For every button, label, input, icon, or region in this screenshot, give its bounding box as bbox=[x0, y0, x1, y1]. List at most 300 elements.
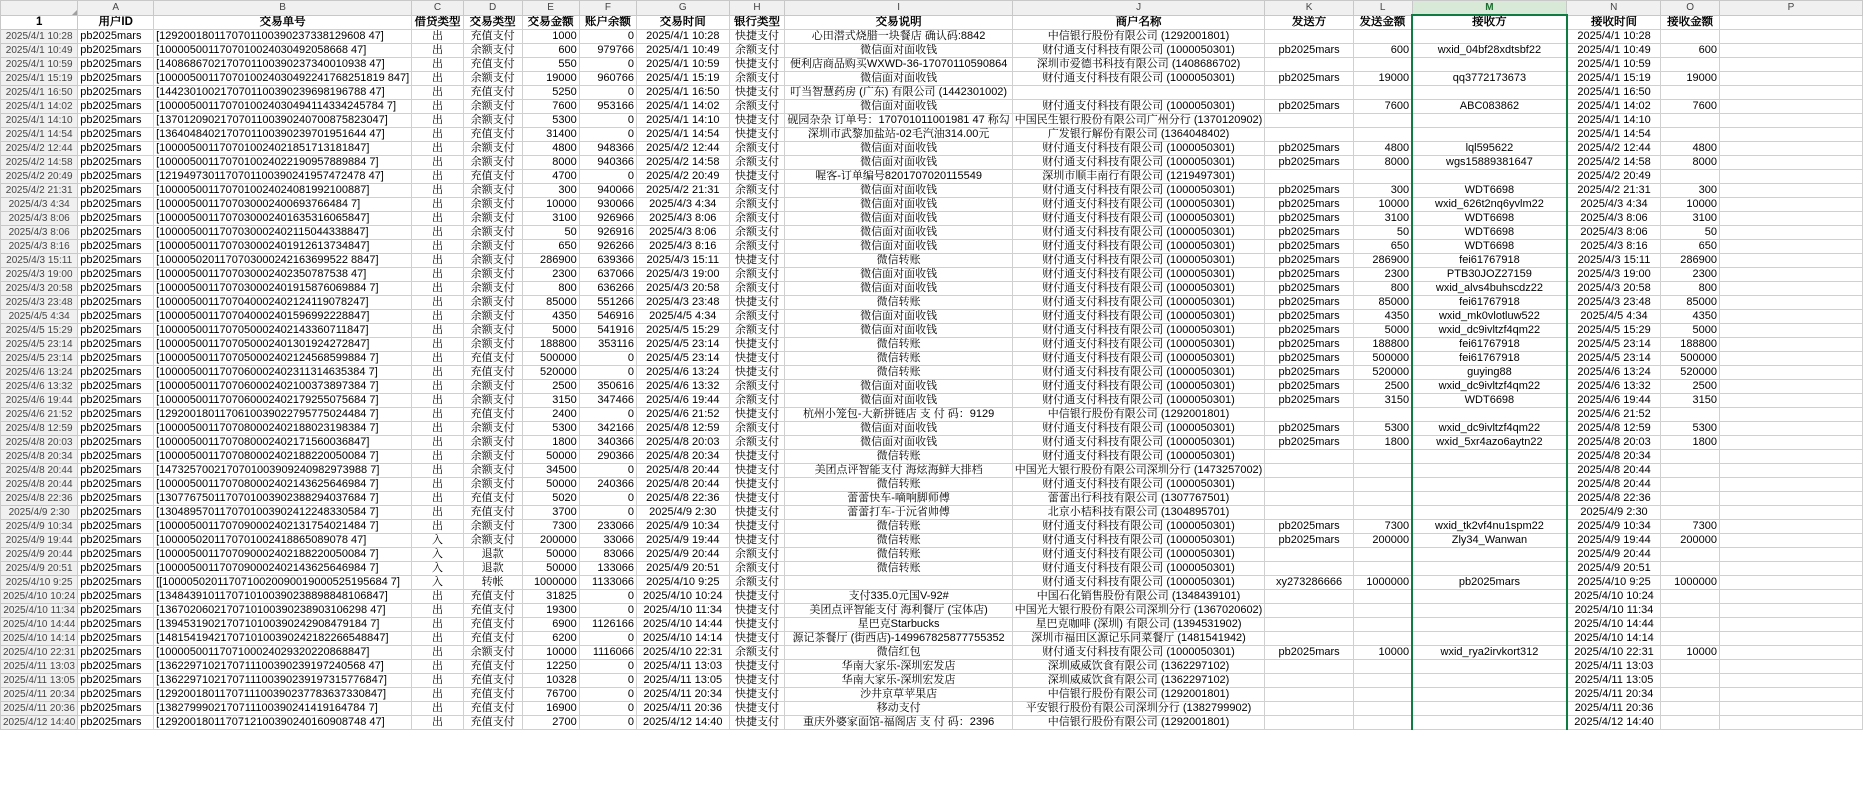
row-header-2025/4/10 22:31[interactable]: 2025/4/10 22:31 bbox=[1, 646, 78, 660]
column-header-row[interactable] bbox=[1, 1, 1863, 16]
cell-merchant-name[interactable]: 财付通支付科技有限公司 (1000050301) bbox=[1012, 548, 1265, 562]
row-header-2025/4/8 12:59[interactable]: 2025/4/8 12:59 bbox=[1, 422, 78, 436]
cell-description[interactable]: 微信转账 bbox=[785, 338, 1012, 352]
cell-amount[interactable]: 650 bbox=[522, 240, 579, 254]
cell-blank[interactable] bbox=[1719, 520, 1862, 534]
row-header-2025/4/1 10:49[interactable]: 2025/4/1 10:49 bbox=[1, 44, 78, 58]
cell-receiver[interactable]: qq3772173673 bbox=[1412, 72, 1567, 86]
cell-receiver[interactable] bbox=[1412, 632, 1567, 646]
cell-transaction-time[interactable]: 2025/4/10 10:24 bbox=[637, 590, 730, 604]
cell-receive-amount[interactable] bbox=[1661, 716, 1720, 730]
cell-blank[interactable] bbox=[1719, 562, 1862, 576]
cell-debit-credit-type[interactable]: 出 bbox=[412, 58, 464, 72]
cell-user-id[interactable]: pb2025mars bbox=[78, 562, 154, 576]
cell-amount[interactable]: 12250 bbox=[522, 660, 579, 674]
cell-transaction-time[interactable]: 2025/4/5 23:14 bbox=[637, 338, 730, 352]
cell-receive-amount[interactable] bbox=[1661, 30, 1720, 44]
table-row[interactable] bbox=[1, 478, 1863, 492]
cell-debit-credit-type[interactable]: 出 bbox=[412, 324, 464, 338]
cell-transaction-type[interactable]: 充值支付 bbox=[463, 604, 522, 618]
cell-transaction-no[interactable]: [1000050011707030002401915876069884 7] bbox=[154, 282, 412, 296]
table-row[interactable] bbox=[1, 380, 1863, 394]
cell-amount[interactable]: 50000 bbox=[522, 450, 579, 464]
cell-balance[interactable]: 0 bbox=[579, 86, 636, 100]
cell-transaction-type[interactable]: 余额支付 bbox=[463, 394, 522, 408]
row-header-2025/4/10 14:44[interactable]: 2025/4/10 14:44 bbox=[1, 618, 78, 632]
cell-send-amount[interactable]: 50 bbox=[1353, 226, 1412, 240]
cell-receiver[interactable]: WDT6698 bbox=[1412, 212, 1567, 226]
cell-receive-amount[interactable] bbox=[1661, 58, 1720, 72]
cell-transaction-no[interactable]: [1000050011707060002402311314635384 7] bbox=[154, 366, 412, 380]
cell-balance[interactable]: 0 bbox=[579, 128, 636, 142]
table-row[interactable] bbox=[1, 618, 1863, 632]
cell-amount[interactable]: 800 bbox=[522, 282, 579, 296]
cell-receive-amount[interactable] bbox=[1661, 604, 1720, 618]
row-header-2025/4/6 19:44[interactable]: 2025/4/6 19:44 bbox=[1, 394, 78, 408]
cell-description[interactable]: 微信转账 bbox=[785, 366, 1012, 380]
cell-receiver[interactable] bbox=[1412, 548, 1567, 562]
cell-debit-credit-type[interactable]: 出 bbox=[412, 716, 464, 730]
column-header-A[interactable]: A bbox=[78, 1, 154, 16]
cell-user-id[interactable]: pb2025mars bbox=[78, 352, 154, 366]
cell-amount[interactable]: 50000 bbox=[522, 548, 579, 562]
cell-transaction-time[interactable]: 2025/4/3 15:11 bbox=[637, 254, 730, 268]
cell-description[interactable]: 微信面对面收钱 bbox=[785, 198, 1012, 212]
cell-description[interactable]: 源记茶餐厅 (街西店)-149967825877755352 bbox=[785, 632, 1012, 646]
cell-receive-time[interactable]: 2025/4/10 14:14 bbox=[1567, 632, 1661, 646]
cell-merchant-name[interactable]: 深圳市顺丰南行有限公司 (1219497301) bbox=[1012, 170, 1265, 184]
cell-bank-type[interactable]: 快捷支付 bbox=[729, 702, 785, 716]
cell-receive-amount[interactable]: 500000 bbox=[1661, 352, 1720, 366]
cell-transaction-type[interactable]: 充值支付 bbox=[463, 660, 522, 674]
cell-balance[interactable]: 541916 bbox=[579, 324, 636, 338]
cell-sender[interactable] bbox=[1265, 590, 1353, 604]
cell-description[interactable]: 微信转账 bbox=[785, 450, 1012, 464]
cell-transaction-type[interactable]: 充值支付 bbox=[463, 674, 522, 688]
cell-receiver[interactable]: Zly34_Wanwan bbox=[1412, 534, 1567, 548]
cell-send-amount[interactable] bbox=[1353, 408, 1412, 422]
cell-receive-amount[interactable]: 2500 bbox=[1661, 380, 1720, 394]
cell-transaction-type[interactable]: 退款 bbox=[463, 548, 522, 562]
row-header-2025/4/11 20:36[interactable]: 2025/4/11 20:36 bbox=[1, 702, 78, 716]
cell-transaction-time[interactable]: 2025/4/3 8:06 bbox=[637, 212, 730, 226]
cell-description[interactable]: 微信转账 bbox=[785, 548, 1012, 562]
cell-transaction-no[interactable]: [1307767501170701003902388294037684 7] bbox=[154, 492, 412, 506]
cell-balance[interactable]: 926916 bbox=[579, 226, 636, 240]
column-header-I[interactable]: I bbox=[785, 1, 1012, 16]
cell-balance[interactable]: 353116 bbox=[579, 338, 636, 352]
cell-send-amount[interactable]: 300 bbox=[1353, 184, 1412, 198]
cell-merchant-name[interactable]: 财付通支付科技有限公司 (1000050301) bbox=[1012, 310, 1265, 324]
cell-transaction-time[interactable]: 2025/4/5 4:34 bbox=[637, 310, 730, 324]
cell-transaction-type[interactable]: 余额支付 bbox=[463, 534, 522, 548]
cell-balance[interactable]: 926266 bbox=[579, 240, 636, 254]
row-header-2025/4/12 14:40[interactable]: 2025/4/12 14:40 bbox=[1, 716, 78, 730]
cell-blank[interactable] bbox=[1719, 492, 1862, 506]
cell-description[interactable]: 微信面对面收钱 bbox=[785, 226, 1012, 240]
cell-receive-time[interactable]: 2025/4/2 20:49 bbox=[1567, 170, 1661, 184]
cell-blank[interactable] bbox=[1719, 198, 1862, 212]
cell-bank-type[interactable]: 快捷支付 bbox=[729, 520, 785, 534]
cell-sender[interactable]: pb2025mars bbox=[1265, 212, 1353, 226]
row-header-2025/4/1 15:19[interactable]: 2025/4/1 15:19 bbox=[1, 72, 78, 86]
cell-transaction-type[interactable]: 余额支付 bbox=[463, 296, 522, 310]
cell-debit-credit-type[interactable]: 出 bbox=[412, 688, 464, 702]
cell-blank[interactable] bbox=[1719, 506, 1862, 520]
cell-receiver[interactable]: WDT6698 bbox=[1412, 184, 1567, 198]
cell-receive-time[interactable]: 2025/4/6 21:52 bbox=[1567, 408, 1661, 422]
cell-merchant-name[interactable]: 广发银行解份有限公司 (1364048402) bbox=[1012, 128, 1265, 142]
cell-user-id[interactable]: pb2025mars bbox=[78, 548, 154, 562]
cell-transaction-type[interactable]: 余额支付 bbox=[463, 44, 522, 58]
cell-balance[interactable]: 551266 bbox=[579, 296, 636, 310]
cell-bank-type[interactable]: 快捷支付 bbox=[729, 632, 785, 646]
cell-receive-time[interactable]: 2025/4/2 12:44 bbox=[1567, 142, 1661, 156]
cell-user-id[interactable]: pb2025mars bbox=[78, 492, 154, 506]
cell-transaction-type[interactable]: 余额支付 bbox=[463, 254, 522, 268]
cell-bank-type[interactable]: 余额支付 bbox=[729, 394, 785, 408]
row-header-2025/4/3 15:11[interactable]: 2025/4/3 15:11 bbox=[1, 254, 78, 268]
cell-receive-time[interactable]: 2025/4/1 10:28 bbox=[1567, 30, 1661, 44]
cell-sender[interactable] bbox=[1265, 114, 1353, 128]
cell-receive-time[interactable]: 2025/4/3 8:06 bbox=[1567, 226, 1661, 240]
cell-blank[interactable] bbox=[1719, 646, 1862, 660]
cell-transaction-time[interactable]: 2025/4/10 14:14 bbox=[637, 632, 730, 646]
cell-bank-type[interactable]: 余额支付 bbox=[729, 142, 785, 156]
row-header-2025/4/10 14:14[interactable]: 2025/4/10 14:14 bbox=[1, 632, 78, 646]
row-header-2025/4/1 14:54[interactable]: 2025/4/1 14:54 bbox=[1, 128, 78, 142]
cell-balance[interactable]: 546916 bbox=[579, 310, 636, 324]
cell-receiver[interactable] bbox=[1412, 660, 1567, 674]
cell-blank[interactable] bbox=[1719, 184, 1862, 198]
cell-merchant-name[interactable]: 财付通支付科技有限公司 (1000050301) bbox=[1012, 268, 1265, 282]
cell-transaction-time[interactable]: 2025/4/2 14:58 bbox=[637, 156, 730, 170]
cell-debit-credit-type[interactable]: 出 bbox=[412, 254, 464, 268]
cell-receiver[interactable] bbox=[1412, 716, 1567, 730]
row-header-2025/4/11 13:03[interactable]: 2025/4/11 13:03 bbox=[1, 660, 78, 674]
cell-transaction-type[interactable]: 余额支付 bbox=[463, 380, 522, 394]
cell-transaction-type[interactable]: 余额支付 bbox=[463, 450, 522, 464]
cell-sender[interactable]: pb2025mars bbox=[1265, 226, 1353, 240]
cell-receive-amount[interactable] bbox=[1661, 492, 1720, 506]
cell-balance[interactable]: 0 bbox=[579, 660, 636, 674]
table-row[interactable] bbox=[1, 702, 1863, 716]
table-row[interactable] bbox=[1, 576, 1863, 590]
cell-description[interactable]: 微信面对面收钱 bbox=[785, 212, 1012, 226]
cell-sender[interactable]: pb2025mars bbox=[1265, 268, 1353, 282]
cell-transaction-type[interactable]: 余额支付 bbox=[463, 520, 522, 534]
cell-receive-time[interactable]: 2025/4/3 19:00 bbox=[1567, 268, 1661, 282]
cell-bank-type[interactable]: 余额支付 bbox=[729, 646, 785, 660]
cell-amount[interactable]: 5300 bbox=[522, 114, 579, 128]
cell-receive-amount[interactable] bbox=[1661, 114, 1720, 128]
cell-merchant-name[interactable]: 中信银行股份有限公司 (1292001801) bbox=[1012, 408, 1265, 422]
cell-transaction-no[interactable]: [1367020602170710100390238903106298 47] bbox=[154, 604, 412, 618]
cell-sender[interactable]: pb2025mars bbox=[1265, 422, 1353, 436]
cell-description[interactable]: 微信面对面收钱 bbox=[785, 72, 1012, 86]
cell-user-id[interactable]: pb2025mars bbox=[78, 506, 154, 520]
table-row[interactable] bbox=[1, 436, 1863, 450]
cell-transaction-type[interactable]: 余额支付 bbox=[463, 72, 522, 86]
cell-user-id[interactable]: pb2025mars bbox=[78, 702, 154, 716]
cell-amount[interactable]: 4800 bbox=[522, 142, 579, 156]
cell-transaction-time[interactable]: 2025/4/3 23:48 bbox=[637, 296, 730, 310]
cell-merchant-name[interactable]: 蕾蕾出行科技有限公司 (1307767501) bbox=[1012, 492, 1265, 506]
cell-sender[interactable]: pb2025mars bbox=[1265, 352, 1353, 366]
cell-amount[interactable]: 2400 bbox=[522, 408, 579, 422]
cell-description[interactable]: 微信面对面收钱 bbox=[785, 142, 1012, 156]
cell-description[interactable]: 微信转账 bbox=[785, 352, 1012, 366]
cell-sender[interactable] bbox=[1265, 618, 1353, 632]
cell-receive-time[interactable]: 2025/4/5 23:14 bbox=[1567, 352, 1661, 366]
cell-merchant-name[interactable]: 财付通支付科技有限公司 (1000050301) bbox=[1012, 450, 1265, 464]
cell-merchant-name[interactable]: 财付通支付科技有限公司 (1000050301) bbox=[1012, 380, 1265, 394]
cell-sender[interactable]: pb2025mars bbox=[1265, 380, 1353, 394]
cell-bank-type[interactable]: 余额支付 bbox=[729, 212, 785, 226]
row-header-2025/4/9 2:30[interactable]: 2025/4/9 2:30 bbox=[1, 506, 78, 520]
cell-user-id[interactable]: pb2025mars bbox=[78, 254, 154, 268]
cell-blank[interactable] bbox=[1719, 100, 1862, 114]
cell-amount[interactable]: 286900 bbox=[522, 254, 579, 268]
cell-send-amount[interactable]: 286900 bbox=[1353, 254, 1412, 268]
column-header-C[interactable]: C bbox=[412, 1, 464, 16]
cell-bank-type[interactable]: 快捷支付 bbox=[729, 534, 785, 548]
cell-transaction-time[interactable]: 2025/4/6 13:24 bbox=[637, 366, 730, 380]
cell-receive-amount[interactable]: 1800 bbox=[1661, 436, 1720, 450]
cell-receive-amount[interactable] bbox=[1661, 128, 1720, 142]
cell-transaction-no[interactable]: [1292001801170711100390237783637330847] bbox=[154, 688, 412, 702]
cell-user-id[interactable]: pb2025mars bbox=[78, 268, 154, 282]
cell-user-id[interactable]: pb2025mars bbox=[78, 156, 154, 170]
cell-send-amount[interactable]: 2500 bbox=[1353, 380, 1412, 394]
cell-receiver[interactable]: wxid_rya2irvkort312 bbox=[1412, 646, 1567, 660]
cell-debit-credit-type[interactable]: 出 bbox=[412, 296, 464, 310]
cell-amount[interactable]: 16900 bbox=[522, 702, 579, 716]
cell-receive-time[interactable]: 2025/4/6 19:44 bbox=[1567, 394, 1661, 408]
cell-send-amount[interactable]: 520000 bbox=[1353, 366, 1412, 380]
cell-bank-type[interactable]: 快捷支付 bbox=[729, 688, 785, 702]
cell-blank[interactable] bbox=[1719, 408, 1862, 422]
cell-amount[interactable]: 5000 bbox=[522, 324, 579, 338]
cell-blank[interactable] bbox=[1719, 716, 1862, 730]
table-row[interactable] bbox=[1, 464, 1863, 478]
row-header-2025/4/3 8:06[interactable]: 2025/4/3 8:06 bbox=[1, 212, 78, 226]
table-row[interactable] bbox=[1, 310, 1863, 324]
cell-receive-time[interactable]: 2025/4/12 14:40 bbox=[1567, 716, 1661, 730]
cell-receive-time[interactable]: 2025/4/8 20:44 bbox=[1567, 478, 1661, 492]
cell-user-id[interactable]: pb2025mars bbox=[78, 380, 154, 394]
cell-receive-time[interactable]: 2025/4/11 13:05 bbox=[1567, 674, 1661, 688]
cell-transaction-type[interactable]: 余额支付 bbox=[463, 464, 522, 478]
cell-send-amount[interactable] bbox=[1353, 170, 1412, 184]
cell-description[interactable]: 移动支付 bbox=[785, 702, 1012, 716]
cell-receive-time[interactable]: 2025/4/3 15:11 bbox=[1567, 254, 1661, 268]
cell-transaction-time[interactable]: 2025/4/11 20:36 bbox=[637, 702, 730, 716]
cell-user-id[interactable]: pb2025mars bbox=[78, 534, 154, 548]
cell-transaction-no[interactable]: [1000050011707040002401596992228847] bbox=[154, 310, 412, 324]
cell-merchant-name[interactable]: 星巴克咖啡 (深圳) 有限公司 (1394531902) bbox=[1012, 618, 1265, 632]
cell-send-amount[interactable]: 10000 bbox=[1353, 198, 1412, 212]
cell-transaction-no[interactable]: [1362297102170711100390239197240568 47] bbox=[154, 660, 412, 674]
cell-blank[interactable] bbox=[1719, 534, 1862, 548]
column-header-N[interactable]: N bbox=[1567, 1, 1661, 16]
cell-balance[interactable]: 948366 bbox=[579, 142, 636, 156]
row-header-1[interactable]: 1 bbox=[1, 15, 78, 30]
cell-receive-amount[interactable] bbox=[1661, 702, 1720, 716]
cell-send-amount[interactable] bbox=[1353, 58, 1412, 72]
cell-receiver[interactable] bbox=[1412, 450, 1567, 464]
cell-amount[interactable]: 1800 bbox=[522, 436, 579, 450]
cell-transaction-time[interactable]: 2025/4/2 20:49 bbox=[637, 170, 730, 184]
table-row[interactable] bbox=[1, 688, 1863, 702]
cell-balance[interactable]: 930066 bbox=[579, 198, 636, 212]
cell-transaction-time[interactable]: 2025/4/1 14:02 bbox=[637, 100, 730, 114]
table-row[interactable] bbox=[1, 198, 1863, 212]
cell-bank-type[interactable]: 余额支付 bbox=[729, 268, 785, 282]
cell-bank-type[interactable]: 快捷支付 bbox=[729, 58, 785, 72]
select-all-corner[interactable] bbox=[1, 1, 78, 16]
cell-user-id[interactable]: pb2025mars bbox=[78, 240, 154, 254]
row-header-2025/4/8 22:36[interactable]: 2025/4/8 22:36 bbox=[1, 492, 78, 506]
cell-user-id[interactable]: pb2025mars bbox=[78, 716, 154, 730]
cell-transaction-no[interactable]: [1000050011707090002402143625646984 7] bbox=[154, 562, 412, 576]
cell-transaction-no[interactable]: [1000050011707060002402179255075684 7] bbox=[154, 394, 412, 408]
cell-debit-credit-type[interactable]: 出 bbox=[412, 450, 464, 464]
row-header-2025/4/6 13:32[interactable]: 2025/4/6 13:32 bbox=[1, 380, 78, 394]
cell-transaction-no[interactable]: [1000050011707030002402350787538 47] bbox=[154, 268, 412, 282]
cell-amount[interactable]: 600 bbox=[522, 44, 579, 58]
cell-send-amount[interactable] bbox=[1353, 506, 1412, 520]
cell-transaction-no[interactable]: [1000050011707080002402171560036847] bbox=[154, 436, 412, 450]
table-row[interactable] bbox=[1, 590, 1863, 604]
cell-receiver[interactable]: WDT6698 bbox=[1412, 240, 1567, 254]
cell-send-amount[interactable]: 500000 bbox=[1353, 352, 1412, 366]
cell-user-id[interactable]: pb2025mars bbox=[78, 100, 154, 114]
cell-receive-time[interactable]: 2025/4/3 8:06 bbox=[1567, 212, 1661, 226]
cell-receive-amount[interactable]: 300 bbox=[1661, 184, 1720, 198]
cell-receiver[interactable]: lql595622 bbox=[1412, 142, 1567, 156]
row-header-2025/4/3 23:48[interactable]: 2025/4/3 23:48 bbox=[1, 296, 78, 310]
table-row[interactable] bbox=[1, 170, 1863, 184]
column-header-M[interactable]: M bbox=[1412, 1, 1567, 16]
cell-sender[interactable] bbox=[1265, 506, 1353, 520]
cell-transaction-no[interactable]: [1394531902170710100390242908479184 7] bbox=[154, 618, 412, 632]
cell-transaction-type[interactable]: 余额支付 bbox=[463, 114, 522, 128]
cell-receive-amount[interactable]: 10000 bbox=[1661, 646, 1720, 660]
cell-transaction-type[interactable]: 充值支付 bbox=[463, 590, 522, 604]
cell-user-id[interactable]: pb2025mars bbox=[78, 422, 154, 436]
cell-user-id[interactable]: pb2025mars bbox=[78, 44, 154, 58]
cell-receive-time[interactable]: 2025/4/3 8:16 bbox=[1567, 240, 1661, 254]
cell-balance[interactable]: 0 bbox=[579, 716, 636, 730]
row-header-2025/4/5 4:34[interactable]: 2025/4/5 4:34 bbox=[1, 310, 78, 324]
table-row[interactable] bbox=[1, 114, 1863, 128]
cell-transaction-time[interactable]: 2025/4/3 8:06 bbox=[637, 226, 730, 240]
cell-amount[interactable]: 3150 bbox=[522, 394, 579, 408]
cell-balance[interactable]: 33066 bbox=[579, 534, 636, 548]
cell-merchant-name[interactable]: 财付通支付科技有限公司 (1000050301) bbox=[1012, 534, 1265, 548]
cell-transaction-type[interactable]: 余额支付 bbox=[463, 310, 522, 324]
table-row[interactable] bbox=[1, 520, 1863, 534]
cell-receive-amount[interactable]: 7300 bbox=[1661, 520, 1720, 534]
cell-user-id[interactable]: pb2025mars bbox=[78, 324, 154, 338]
cell-transaction-type[interactable]: 充值支付 bbox=[463, 688, 522, 702]
cell-debit-credit-type[interactable]: 出 bbox=[412, 660, 464, 674]
table-row[interactable] bbox=[1, 534, 1863, 548]
cell-transaction-no[interactable]: [1481541942170710100390242182266548847] bbox=[154, 632, 412, 646]
cell-user-id[interactable]: pb2025mars bbox=[78, 198, 154, 212]
cell-sender[interactable] bbox=[1265, 604, 1353, 618]
cell-blank[interactable] bbox=[1719, 702, 1862, 716]
cell-bank-type[interactable]: 快捷支付 bbox=[729, 590, 785, 604]
row-header-2025/4/9 20:51[interactable]: 2025/4/9 20:51 bbox=[1, 562, 78, 576]
cell-merchant-name[interactable]: 财付通支付科技有限公司 (1000050301) bbox=[1012, 520, 1265, 534]
cell-balance[interactable]: 1126166 bbox=[579, 618, 636, 632]
cell-transaction-no[interactable]: [1000050011707050002402143360711847] bbox=[154, 324, 412, 338]
cell-sender[interactable] bbox=[1265, 58, 1353, 72]
cell-transaction-type[interactable]: 余额支付 bbox=[463, 478, 522, 492]
cell-description[interactable]: 微信面对面收钱 bbox=[785, 184, 1012, 198]
cell-bank-type[interactable]: 快捷支付 bbox=[729, 604, 785, 618]
cell-transaction-no[interactable]: [1000050011707010024024081992100887] bbox=[154, 184, 412, 198]
cell-balance[interactable]: 960766 bbox=[579, 72, 636, 86]
cell-blank[interactable] bbox=[1719, 576, 1862, 590]
cell-debit-credit-type[interactable]: 出 bbox=[412, 142, 464, 156]
cell-amount[interactable]: 10000 bbox=[522, 646, 579, 660]
cell-user-id[interactable]: pb2025mars bbox=[78, 674, 154, 688]
cell-bank-type[interactable]: 快捷支付 bbox=[729, 618, 785, 632]
cell-bank-type[interactable]: 快捷支付 bbox=[729, 506, 785, 520]
cell-receive-time[interactable]: 2025/4/11 13:03 bbox=[1567, 660, 1661, 674]
cell-receiver[interactable]: wxid_mk0vlotluw522 bbox=[1412, 310, 1567, 324]
cell-user-id[interactable]: pb2025mars bbox=[78, 114, 154, 128]
cell-transaction-no[interactable]: [1000050201170701002418865089078 47] bbox=[154, 534, 412, 548]
cell-amount[interactable]: 2300 bbox=[522, 268, 579, 282]
column-header-K[interactable]: K bbox=[1265, 1, 1353, 16]
cell-debit-credit-type[interactable]: 出 bbox=[412, 114, 464, 128]
cell-merchant-name[interactable]: 财付通支付科技有限公司 (1000050301) bbox=[1012, 436, 1265, 450]
cell-sender[interactable]: pb2025mars bbox=[1265, 142, 1353, 156]
cell-receive-time[interactable]: 2025/4/9 10:34 bbox=[1567, 520, 1661, 534]
cell-transaction-type[interactable]: 余额支付 bbox=[463, 198, 522, 212]
cell-transaction-time[interactable]: 2025/4/11 13:03 bbox=[637, 660, 730, 674]
cell-description[interactable] bbox=[785, 576, 1012, 590]
table-row[interactable] bbox=[1, 366, 1863, 380]
cell-description[interactable]: 微信转账 bbox=[785, 562, 1012, 576]
cell-transaction-time[interactable]: 2025/4/9 2:30 bbox=[637, 506, 730, 520]
cell-receive-amount[interactable]: 8000 bbox=[1661, 156, 1720, 170]
cell-merchant-name[interactable]: 财付通支付科技有限公司 (1000050301) bbox=[1012, 44, 1265, 58]
cell-transaction-time[interactable]: 2025/4/10 11:34 bbox=[637, 604, 730, 618]
cell-balance[interactable]: 940366 bbox=[579, 156, 636, 170]
cell-debit-credit-type[interactable]: 出 bbox=[412, 366, 464, 380]
cell-transaction-type[interactable]: 充值支付 bbox=[463, 30, 522, 44]
cell-merchant-name[interactable]: 平安银行股份有限公司深圳分行 (1382799902) bbox=[1012, 702, 1265, 716]
cell-description[interactable]: 华南大家乐-深圳宏发店 bbox=[785, 660, 1012, 674]
cell-receiver[interactable] bbox=[1412, 478, 1567, 492]
cell-transaction-no[interactable]: [1442301002170701100390239698196788 47] bbox=[154, 86, 412, 100]
cell-balance[interactable]: 0 bbox=[579, 632, 636, 646]
cell-blank[interactable] bbox=[1719, 58, 1862, 72]
cell-merchant-name[interactable] bbox=[1012, 86, 1265, 100]
cell-description[interactable]: 便利店商品购买WXWD-36-17070110590864 bbox=[785, 58, 1012, 72]
cell-sender[interactable]: pb2025mars bbox=[1265, 296, 1353, 310]
row-header-2025/4/1 10:28[interactable]: 2025/4/1 10:28 bbox=[1, 30, 78, 44]
cell-debit-credit-type[interactable]: 出 bbox=[412, 352, 464, 366]
cell-description[interactable]: 蕾蕾打车-于沅省帅傅 bbox=[785, 506, 1012, 520]
cell-description[interactable]: 微信转账 bbox=[785, 478, 1012, 492]
cell-sender[interactable] bbox=[1265, 716, 1353, 730]
